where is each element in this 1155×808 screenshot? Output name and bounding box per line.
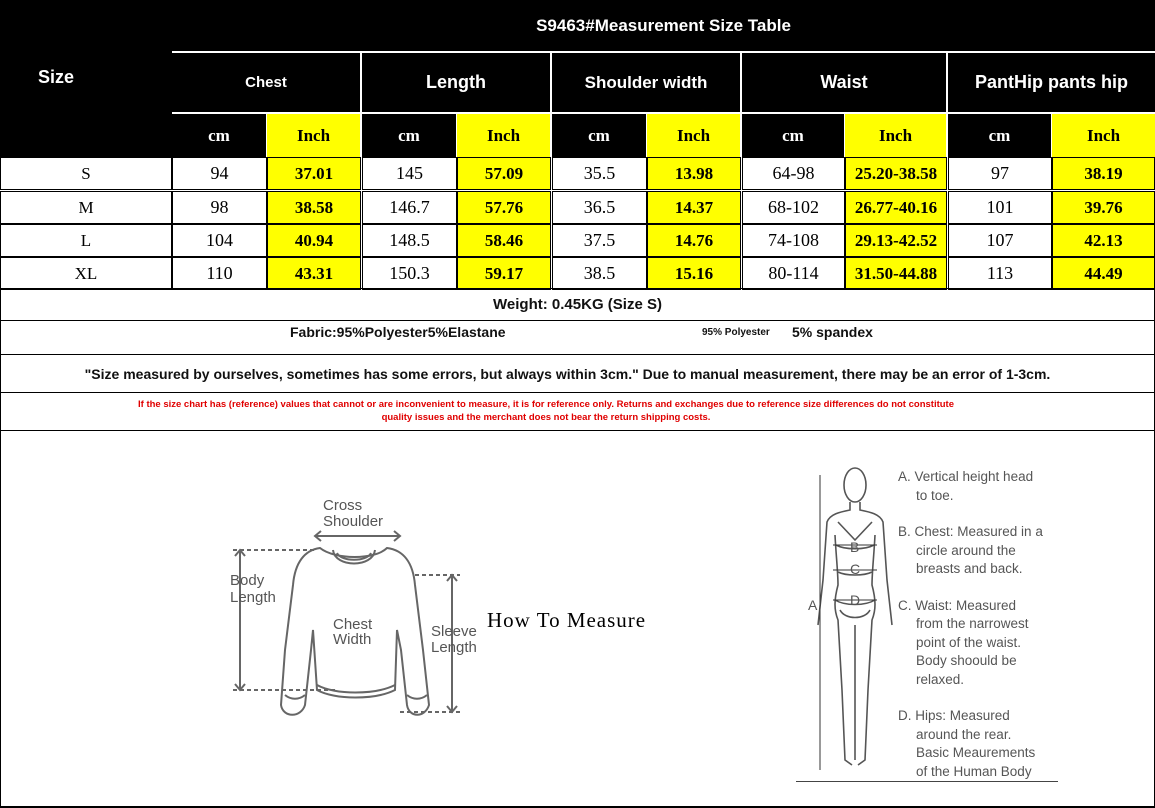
cm-value: 150.3 xyxy=(362,257,457,290)
cross-shoulder-label-1: Cross xyxy=(323,497,363,514)
weight-text: Weight: 0.45KG (Size S) xyxy=(493,296,662,313)
inch-value: 29.13-42.52 xyxy=(845,224,947,257)
unit-inch: Inch xyxy=(647,114,740,157)
cm-value: 64-98 xyxy=(742,157,845,190)
unit-inch: Inch xyxy=(845,114,946,157)
measurement-note-line: to toe. xyxy=(916,487,954,503)
measurement-note-line: point of the waist. xyxy=(916,634,1022,650)
cm-value: 97 xyxy=(948,157,1052,190)
measurement-note-line: D. Hips: Measured xyxy=(898,708,1010,723)
inch-value: 44.49 xyxy=(1052,257,1155,290)
group-hip: PantHip pants hip xyxy=(948,53,1155,112)
measurement-note: "Size measured by ourselves, sometimes has some errors, but always within 3cm." Due to manual measurement, there may be an error of 1-3cm. xyxy=(84,365,1051,382)
cm-value: 37.5 xyxy=(552,224,647,257)
size-cell: L xyxy=(0,224,172,257)
inch-value: 57.09 xyxy=(457,157,551,190)
inch-value: 26.77-40.16 xyxy=(845,191,947,224)
measurement-note-line: of the Human Body xyxy=(916,763,1032,779)
how-to-measure-title: How To Measure xyxy=(487,608,647,632)
group-chest: Chest xyxy=(172,53,360,112)
return-disclaimer xyxy=(0,398,1092,424)
measurement-note-line: circle around the xyxy=(916,542,1016,558)
measurement-note-block xyxy=(898,523,1068,579)
fabric-spandex: 5% spandex xyxy=(792,324,873,340)
table-title: S9463#Measurement Size Table xyxy=(172,0,1155,52)
figure-label-b: B xyxy=(850,539,860,555)
sleeve-length-label-2: Length xyxy=(431,639,477,656)
chest-width-label-2: Width xyxy=(333,631,372,648)
measurement-notes xyxy=(898,468,1068,799)
fabric-polyester: 95% Polyester xyxy=(702,327,770,338)
notes-list xyxy=(898,468,1068,781)
group-divider xyxy=(550,53,552,112)
group-shoulder: Shoulder width xyxy=(552,53,740,112)
measurement-note-block xyxy=(898,468,1068,505)
inch-value: 31.50-44.88 xyxy=(845,257,947,290)
fabric-row xyxy=(0,320,1155,355)
size-cell: S xyxy=(0,157,172,190)
sweater-diagram xyxy=(225,490,480,730)
figure-label-a: A xyxy=(808,597,818,613)
size-header: Size xyxy=(0,0,172,157)
unit-inch: Inch xyxy=(457,114,550,157)
unit-inch: Inch xyxy=(267,114,360,157)
cm-value: 107 xyxy=(948,224,1052,257)
cm-value: 94 xyxy=(172,157,267,190)
unit-cm: cm xyxy=(362,114,456,157)
figure-label-c: C xyxy=(850,561,861,577)
group-divider xyxy=(360,53,362,112)
inch-value: 15.16 xyxy=(647,257,741,290)
figure-label-d: D xyxy=(850,592,861,608)
inch-value: 58.46 xyxy=(457,224,551,257)
inch-value: 43.31 xyxy=(267,257,361,290)
inch-value: 13.98 xyxy=(647,157,741,190)
cm-value: 68-102 xyxy=(742,191,845,224)
measurement-note-block xyxy=(898,707,1068,781)
cm-value: 98 xyxy=(172,191,267,224)
measurement-note-line: Basic Meaurements xyxy=(916,745,1036,760)
cm-value: 104 xyxy=(172,224,267,257)
inch-value: 59.17 xyxy=(457,257,551,290)
inch-value: 38.58 xyxy=(267,191,361,224)
measurement-note-block xyxy=(898,597,1068,690)
size-cell: M xyxy=(0,191,172,224)
inch-value: 38.19 xyxy=(1052,157,1155,190)
inch-value: 14.37 xyxy=(647,191,741,224)
inch-value: 37.01 xyxy=(267,157,361,190)
measurement-note-line: A. Vertical height head xyxy=(898,469,1034,484)
disclaimer-line: quality issues and the merchant does not bear the return shipping costs. xyxy=(381,412,711,423)
size-cell: XL xyxy=(0,257,172,290)
cm-value: 80-114 xyxy=(742,257,845,290)
sleeve-length-label-1: Sleeve xyxy=(431,623,477,640)
disclaimer-line: If the size chart has (reference) values that cannot or are inconvenient to measure, it is for reference only. Returns and exchanges due to reference size differences do not constitute xyxy=(138,399,954,410)
group-divider xyxy=(740,53,742,112)
cm-value: 74-108 xyxy=(742,224,845,257)
cm-value: 101 xyxy=(948,191,1052,224)
unit-cm: cm xyxy=(948,114,1051,157)
inch-value: 14.76 xyxy=(647,224,741,257)
measurement-note-line: relaxed. xyxy=(916,671,965,687)
unit-cm: cm xyxy=(172,114,266,157)
inch-value: 42.13 xyxy=(1052,224,1155,257)
unit-inch: Inch xyxy=(1052,114,1155,157)
unit-cm: cm xyxy=(742,114,844,157)
group-divider xyxy=(946,53,948,112)
cross-shoulder-label-2: Shoulder xyxy=(323,513,384,530)
cm-value: 145 xyxy=(362,157,457,190)
measurement-note-line: breasts and back. xyxy=(916,561,1023,576)
group-length: Length xyxy=(362,53,550,112)
inch-value: 57.76 xyxy=(457,191,551,224)
inch-value: 39.76 xyxy=(1052,191,1155,224)
unit-cm: cm xyxy=(552,114,646,157)
chest-width-label-1: Chest xyxy=(333,616,373,633)
cm-value: 113 xyxy=(948,257,1052,290)
measurement-note-line: Body shoould be xyxy=(916,653,1017,668)
body-length-label-1: Body xyxy=(230,572,265,589)
cm-value: 148.5 xyxy=(362,224,457,257)
fabric-text: Fabric:95%Polyester5%Elastane xyxy=(290,324,506,340)
body-figure-diagram xyxy=(800,460,900,785)
cm-value: 38.5 xyxy=(552,257,647,290)
cm-value: 36.5 xyxy=(552,191,647,224)
measurement-note-line: from the narrowest xyxy=(916,616,1029,631)
measurement-note-line: C. Waist: Measured xyxy=(898,597,1017,613)
group-waist: Waist xyxy=(742,53,946,112)
cm-value: 146.7 xyxy=(362,191,457,224)
cm-value: 35.5 xyxy=(552,157,647,190)
measurement-note-line: B. Chest: Measured in a xyxy=(898,524,1043,539)
body-length-label-2: Length xyxy=(230,589,276,606)
measurement-note-line: around the rear. xyxy=(916,726,1012,742)
inch-value: 25.20-38.58 xyxy=(845,157,947,190)
cm-value: 110 xyxy=(172,257,267,290)
inch-value: 40.94 xyxy=(267,224,361,257)
